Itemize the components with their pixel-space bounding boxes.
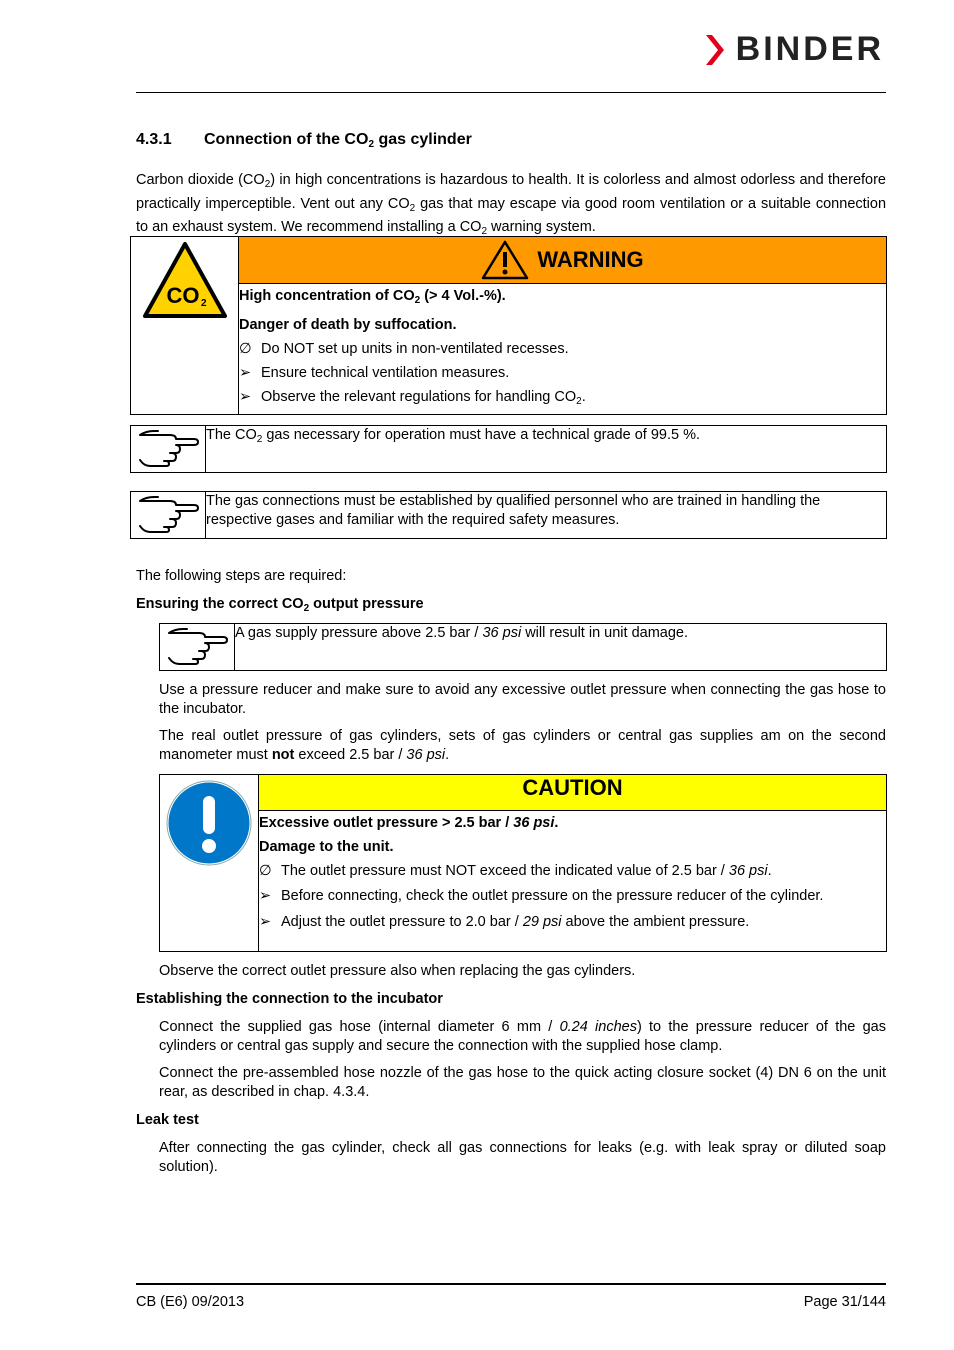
footer-doc-id: CB (E6) 09/2013 <box>136 1294 245 1310</box>
prohibition-icon: ∅ <box>259 863 272 879</box>
note-box-grade <box>130 425 887 473</box>
p-connect1-post: ) to the pressure reducer of the gas cylinders or central gas supply and secure the connection with the supplied hose clamp. <box>159 1019 886 1054</box>
note-box-pressure <box>159 623 887 671</box>
note1-pre: The CO <box>206 427 257 443</box>
warning-line-2: Danger of death by suffocation. <box>239 317 457 333</box>
paragraph-leak-test: After connecting the gas cylinder, check all gas connections for leaks (e.g. with leak spray or diluted soap solution). <box>159 1140 886 1175</box>
intro-text-4: warning system. <box>487 219 596 235</box>
svg-text:CO: CO <box>166 283 199 308</box>
section-title-pre: Connection of the CO <box>204 131 369 148</box>
warning-triangle-icon <box>481 240 529 280</box>
section-number: 4.3.1 <box>136 131 172 148</box>
pointing-hand-icon <box>136 493 200 533</box>
p-connect1-ital: 0.24 inches <box>559 1019 637 1035</box>
svg-text:2: 2 <box>200 298 207 309</box>
note-icon-cell <box>131 426 206 473</box>
arrow-bullet-icon: ➢ <box>259 888 272 904</box>
section-title-sub: 2 <box>368 139 374 150</box>
note-text-grade <box>206 426 887 473</box>
prohibition-icon: ∅ <box>239 341 252 357</box>
footer-page-number: Page 31/144 <box>803 1294 886 1310</box>
caution-item-1-ital: 36 psi <box>728 863 768 879</box>
binder-logo <box>704 30 884 69</box>
p-real-post: . <box>445 746 450 763</box>
caution-line-1-pre: Excessive outlet pressure > 2.5 bar / <box>259 815 514 831</box>
paragraph-connect-hose <box>159 1018 886 1055</box>
caution-body <box>259 811 887 952</box>
warning-line-1-sub: 2 <box>414 295 421 306</box>
header-divider <box>136 92 886 93</box>
note3-pre: A gas supply pressure above 2.5 bar / <box>235 625 483 641</box>
caution-line-1-ital: 36 psi <box>513 815 555 831</box>
section-heading <box>136 131 472 150</box>
binder-logo-icon <box>704 33 730 67</box>
caution-line-1-post: . <box>554 815 559 831</box>
intro-sub-3: 2 <box>481 226 488 237</box>
caution-box <box>159 774 887 952</box>
caution-item-1-pre: The outlet pressure must NOT exceed the indicated value of 2.5 bar / <box>281 863 729 879</box>
caution-item-3-post: above the ambient pressure. <box>561 913 750 930</box>
subheading-connection: Establishing the connection to the incubator <box>136 991 443 1007</box>
steps-intro: The following steps are required: <box>136 568 347 584</box>
caution-icon-cell <box>160 775 259 952</box>
warning-icon-cell <box>131 237 239 415</box>
warning-box <box>130 236 887 415</box>
warning-item-3-sub: 2 <box>576 396 582 407</box>
p-real-ital: 36 psi <box>406 746 446 763</box>
arrow-bullet-icon: ➢ <box>239 389 252 405</box>
warning-item-1-text: Do NOT set up units in non-ventilated recesses. <box>261 341 569 357</box>
warning-item-1 <box>239 337 886 361</box>
subheading-pressure <box>136 595 886 619</box>
footer-divider <box>136 1283 886 1285</box>
p-real-bold: not <box>271 746 295 763</box>
brand-name: BINDER <box>735 30 884 68</box>
caution-label: CAUTION <box>522 775 623 800</box>
caution-item-3-pre: Adjust the outlet pressure to 2.0 bar / <box>281 913 523 930</box>
warning-item-2 <box>239 361 886 385</box>
intro-text-1: Carbon dioxide (CO <box>136 172 265 188</box>
arrow-bullet-icon: ➢ <box>239 365 252 381</box>
paragraph-real-pressure <box>159 727 886 764</box>
warning-label: WARNING <box>537 247 644 272</box>
co2-hazard-triangle-icon <box>142 241 228 319</box>
caution-item-1 <box>259 859 886 883</box>
intro-paragraph <box>136 171 886 242</box>
caution-line-1 <box>259 811 886 835</box>
note-text-personnel: The gas connections must be established by qualified personnel who are trained in handling the respective gases and familiar with the required safety measures. <box>206 492 887 539</box>
p-real-mid: exceed 2.5 bar / <box>294 746 407 763</box>
sub1-pre: Ensuring the correct CO <box>136 596 304 612</box>
paragraph-connect-nozzle: Connect the pre-assembled hose nozzle of the gas hose to the quick acting closure socket (4) DN 6 on the unit rear, as described in chap. 4.3.4. <box>159 1065 886 1100</box>
intro-sub-1: 2 <box>264 179 271 190</box>
sub1-post: output pressure <box>309 596 424 612</box>
caution-line-2: Damage to the unit. <box>259 839 394 855</box>
note-icon-cell <box>160 624 235 671</box>
caution-item-2 <box>259 887 886 906</box>
note3-post: will result in unit damage. <box>521 625 688 641</box>
note1-sub: 2 <box>256 434 263 445</box>
caution-header <box>259 775 887 811</box>
warning-item-3 <box>239 385 886 414</box>
caution-item-3 <box>259 910 886 934</box>
warning-line-1-pre: High concentration of CO <box>239 288 415 304</box>
pointing-hand-icon <box>136 427 200 467</box>
intro-text-2: ) in high concentrations is hazardous to health. It is colorless and almost odorless and therefore practically imperceptible. Vent out any CO <box>136 172 886 212</box>
paragraph-reducer: Use a pressure reducer and make sure to avoid any excessive outlet pressure when connecting the gas hose to the incubator. <box>159 682 886 717</box>
p-real-pre: The real outlet pressure of gas cylinders, sets of gas cylinders or central gas supplies am on the second manometer must <box>159 728 886 763</box>
exclamation-mandatory-icon <box>166 780 252 866</box>
arrow-bullet-icon: ➢ <box>259 913 272 930</box>
paragraph-observe: Observe the correct outlet pressure also when replacing the gas cylinders. <box>159 963 636 979</box>
intro-text-3: gas that may escape via good room ventilation or a suitable connection to an exhaust system. We recommend installing a CO <box>136 195 887 235</box>
note1-post: gas necessary for operation must have a technical grade of 99.5 %. <box>262 427 700 443</box>
sub1-sub: 2 <box>303 603 310 614</box>
warning-item-3-pre: Observe the relevant regulations for handling CO <box>261 389 577 405</box>
caution-item-3-ital: 29 psi <box>522 913 562 930</box>
section-title-post: gas cylinder <box>374 131 472 148</box>
pointing-hand-icon <box>165 625 229 665</box>
warning-body <box>239 284 887 415</box>
p-connect1-pre: Connect the supplied gas hose (internal diameter 6 mm / <box>159 1019 560 1035</box>
warning-header <box>239 237 887 284</box>
note-text-pressure <box>235 624 887 671</box>
warning-line-1 <box>239 284 886 313</box>
warning-item-3-post: . <box>581 389 586 405</box>
note-box-personnel <box>130 491 887 539</box>
warning-line-1-post: (> 4 Vol.-%). <box>420 288 506 304</box>
caution-item-2-text: Before connecting, check the outlet pressure on the pressure reducer of the cylinder. <box>281 888 824 904</box>
subheading-leak-test: Leak test <box>136 1112 199 1128</box>
note-icon-cell <box>131 492 206 539</box>
intro-sub-2: 2 <box>409 202 416 214</box>
warning-item-2-text: Ensure technical ventilation measures. <box>261 365 510 381</box>
caution-item-1-post: . <box>767 863 772 879</box>
note3-ital: 36 psi <box>482 625 522 641</box>
